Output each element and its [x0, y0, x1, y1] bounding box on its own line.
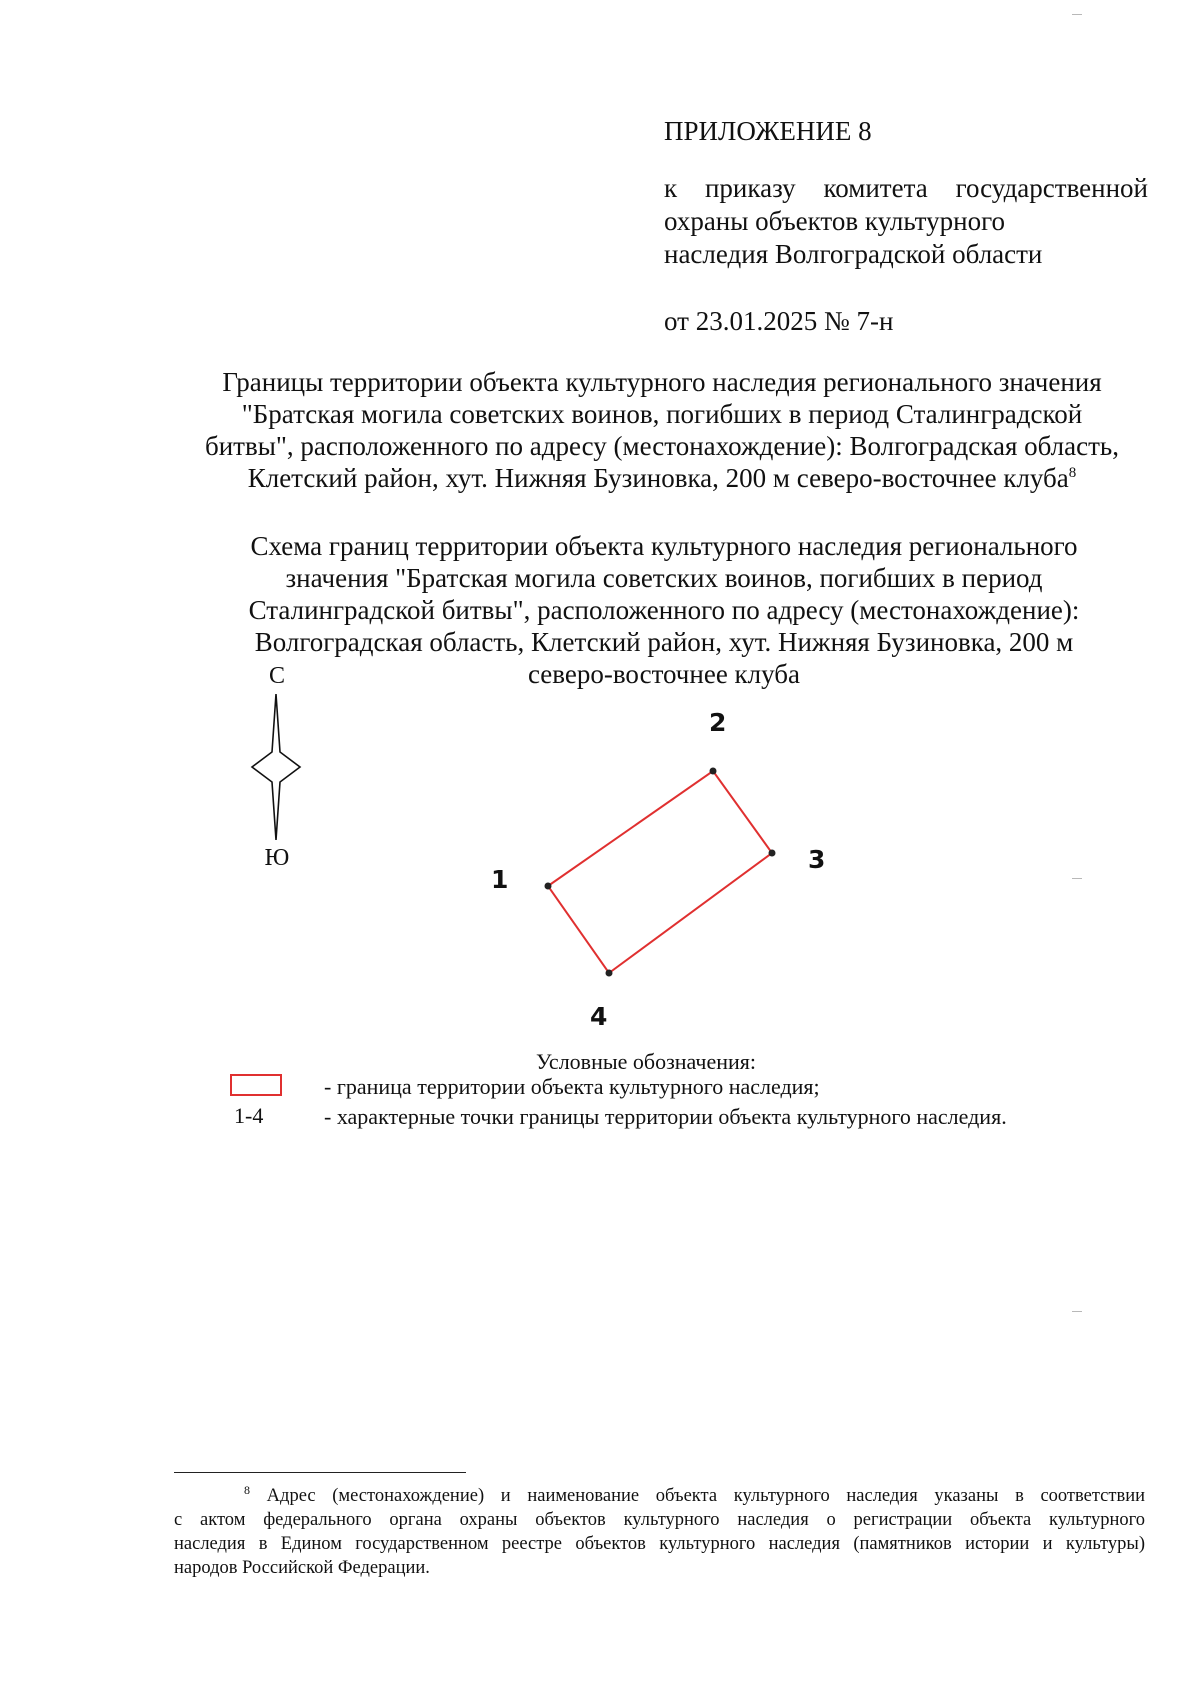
compass-south-label: Ю	[264, 845, 290, 871]
boundary-point-2	[710, 768, 717, 775]
title-line: Клетский район, хут. Нижняя Бузиновка, 200 м северо-восточнее клуба	[247, 463, 1069, 493]
point-label-4: 4	[590, 1002, 608, 1031]
legend-title: Условные обозначения:	[536, 1049, 757, 1074]
legend-points-text: - характерные точки границы территории объекта культурного наследия.	[324, 1104, 1007, 1129]
order-reference	[664, 172, 1148, 271]
legend-points-symbol: 1-4	[234, 1103, 264, 1128]
point-label-3: 3	[808, 845, 826, 874]
appendix-title: ПРИЛОЖЕНИЕ 8	[664, 116, 872, 146]
scheme-title-line: Сталинградской битвы", расположенного по адресу (местонахождение):	[248, 595, 1080, 625]
footnote-reference[interactable]: 8	[1068, 465, 1077, 481]
compass-arrow-icon	[248, 692, 304, 842]
order-line: к приказу комитета государственной	[664, 173, 1148, 203]
scan-artifact	[1072, 1311, 1082, 1312]
footnote-line: народов Российской Федерации.	[174, 1558, 430, 1578]
boundary-point-1	[545, 883, 552, 890]
point-label-2: 2	[709, 708, 727, 737]
legend-boundary-text: - граница территории объекта культурного наследия;	[324, 1074, 820, 1099]
scheme-title-line: северо-восточнее клуба	[527, 659, 801, 689]
order-date: от 23.01.2025 № 7-н	[664, 306, 894, 336]
title-line-last	[120, 462, 1200, 494]
document-title	[120, 366, 1200, 494]
footnote-marker: 8	[244, 1483, 250, 1497]
footnote-line: с актом федерального органа охраны объектов культурного наследия о регистрации объекта культурного	[174, 1510, 1145, 1530]
scheme-title-line: Схема границ территории объекта культурного наследия регионального	[250, 531, 1078, 561]
boundary-point-3	[769, 850, 776, 857]
footnote-separator	[174, 1472, 466, 1473]
order-line: наследия Волгоградской области	[664, 239, 1043, 269]
boundary-point-4	[606, 970, 613, 977]
boundary-map	[470, 700, 800, 1000]
footnote-line-first	[174, 1484, 1145, 1508]
compass-north-label: С	[268, 663, 285, 689]
scheme-title-line: значения "Братская могила советских воинов, погибших в период	[285, 563, 1043, 593]
title-line: "Братская могила советских воинов, погибших в период Сталинградской	[241, 399, 1083, 429]
scan-artifact	[1072, 878, 1082, 879]
scheme-title-line: Волгоградская область, Клетский район, хут. Нижняя Бузиновка, 200 м	[254, 627, 1074, 657]
title-line: Границы территории объекта культурного наследия регионального значения	[222, 367, 1102, 397]
title-line: битвы", расположенного по адресу (местонахождение): Волгоградская область,	[205, 431, 1119, 461]
legend-boundary-swatch	[230, 1074, 282, 1096]
order-line: охраны объектов культурного	[664, 206, 1005, 236]
footnote-line: Адрес (местонахождение) и наименование объекта культурного наследия указаны в соответствии	[266, 1486, 1146, 1506]
footnote-line: наследия в Едином государственном реестре объектов культурного наследия (памятников истории и культуры)	[174, 1534, 1145, 1554]
footnote	[174, 1484, 1145, 1580]
scan-artifact	[1072, 14, 1082, 15]
boundary-polygon	[548, 771, 772, 973]
scheme-title	[164, 530, 1164, 690]
point-label-1: 1	[491, 865, 509, 894]
